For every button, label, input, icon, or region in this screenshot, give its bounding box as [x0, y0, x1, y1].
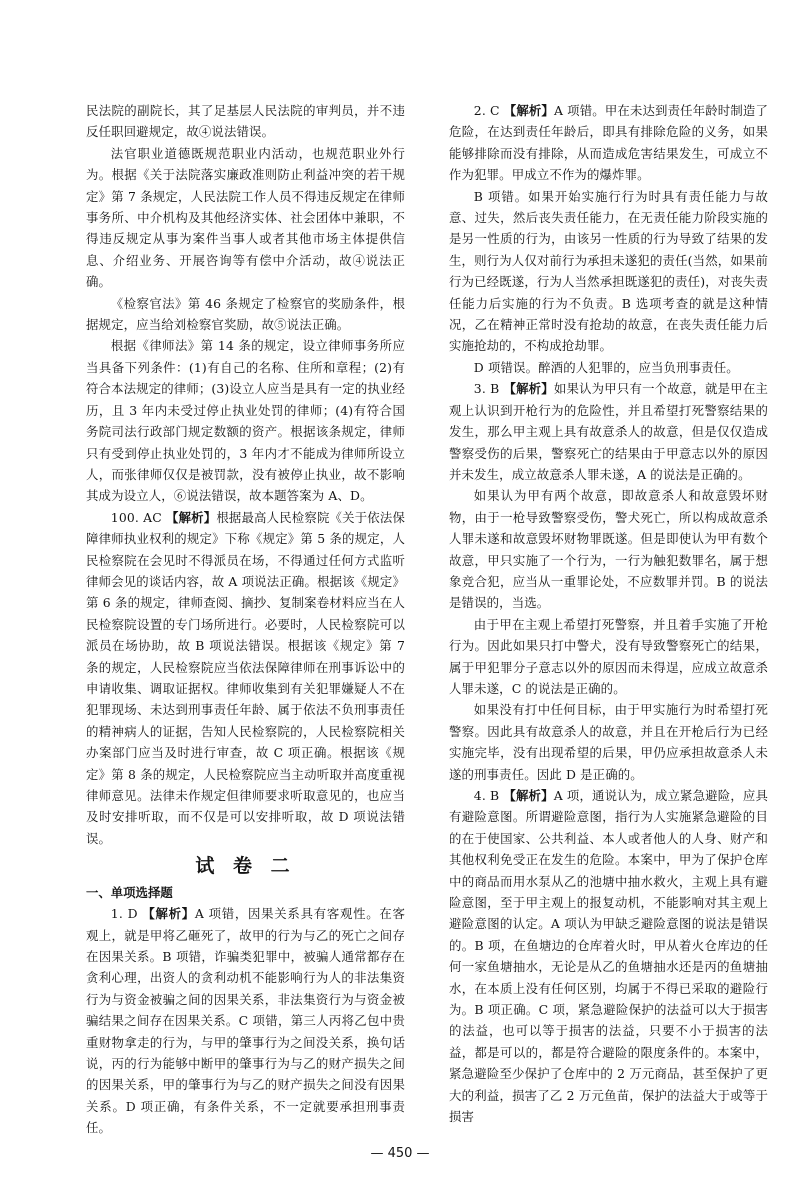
paragraph: 民法院的副院长，其了足基层人民法院的审判员，并不违反任职回避规定，故④说法错误。 [86, 103, 405, 140]
left-column [86, 100, 405, 1139]
answer-2 [449, 100, 768, 186]
analysis-tag: 【解析】 [503, 103, 554, 118]
answer-text: A 项错。甲在未达到责任年龄时制造了危险，在达到责任年龄后，即具有排除危险的义务，如果能够排除而没有排除，从而造成危害结果发生，可成立不作为犯罪。甲成立不作为的爆炸罪。 [449, 103, 769, 183]
paragraph: B 项错。如果开始实施行行为时具有责任能力与故意、过失，然后丧失责任能力，在无责任能力阶段实施的是另一性质的行为，由该另一性质的行为导致了结果的发生，则行为人仅对前行为承担未遂犯的责任(当然，如果前行为已经既遂，行为人当然承担既遂犯的责任)，对丧失责任能力后实施的行为不负责。B 选项考查的就是这种情况，乙在精神正常时没有抢劫的故意，在丧失责任能力后实施抢劫的，不构成抢劫罪。 [449, 188, 768, 354]
paragraph: 如果没有打中任何目标，由于甲实施行为时希望打死警察。因此具有故意杀人的故意，并且在开枪后行为已经实施完毕，没有出现希望的后果，甲仍应承担故意杀人未遂的刑事责任。因此 D 是正确的。 [449, 702, 768, 782]
paragraph: D 项错误。醉酒的人犯罪的，应当负刑事责任。 [473, 359, 739, 375]
question-number: 3. B [473, 381, 500, 397]
answer-1 [86, 903, 405, 1138]
question-number: 1. D [110, 906, 138, 922]
section-title: 试 卷 二 [195, 855, 296, 878]
answer-text: A 项，通说认为，成立紧急避险，应具有避险意图。所谓避险意图，指行为人实施紧急避险的目的在于使国家、公共利益、本人或者他人的人身、财产和其他权利免受正在发生的危险。本案中，甲为了保护仓库中的商品而用水泵从乙的池塘中抽水救火，主观上具有避险意图，至于甲主观上的报复动机，不能影响对其主观上避险意图的认定。A 项认为甲缺乏避险意图的说法是错误的。B 项，在鱼塘边的仓库着火时，甲从着火仓库边的任何一家鱼塘抽水，无论是从乙的鱼塘抽水还是丙的鱼塘抽水，在本质上没有任何区别，均属于不得已采取的避险行为。B 项正确。C 项，紧急避险保护的法益可以大于损害的法益，也可以等于损害的法益，只要不小于损害的法益，都是可以的，都是符合避险的限度条件的。本案中，紧急避险至少保护了仓库中的 2 万元商品，甚至保护了更大的利益，损害了乙 2 万元鱼苗，保护的法益大于或等于损害 [449, 788, 768, 1125]
right-column [449, 100, 768, 1128]
paragraph: 法官职业道德既规范职业内活动，也规范职业外行为。根据《关于法院落实廉政准则防止利益冲突的若干规定》第 7 条规定，人民法院工作人员不得违反规定在律师事务所、中介机构及其他经济实体、社会团体中兼职，不得违反规定从事为案件当事人或者其他市场主体提供信息、介绍业务、开展咨询等有偿中介活动，故④说法正确。 [86, 145, 405, 290]
paragraph: 《检察官法》第 46 条规定了检察官的奖励条件，根据规定，应当给刘检察官奖励，故⑤说法正确。 [86, 295, 405, 333]
answer-100 [86, 507, 405, 850]
question-number: 100. AC [110, 509, 162, 525]
answer-text: A 项错，因果关系具有客观性。在客观上，就是甲将乙砸死了，故甲的行为与乙的死亡之间存在因果关系。B 项错，诈骗类犯罪中，被骗人通常都存在贪利心理，出资人的贪利动机不能影响行为人的非法集资行为与资金被骗之间的因果关系，非法集资行为与资金被骗结果之间存在因果关系。C 项错，第三人丙将乙包中贵重财物拿走的行为，与甲的肇事行为之间没关系，换句话说，丙的行为能够中断甲的肇事行为与乙的财产损失之间的因果关系，甲的肇事行为与乙的财产损失之间没有因果关系。D 项正确，有条件关系，不一定就要承担刑事责任。 [86, 906, 406, 1136]
subsection-heading: 一、单项选择题 [86, 885, 173, 901]
answer-text: 如果认为甲只有一个故意，就是甲在主观上认识到开枪行为的危险性，并且希望打死警察结果的发生，那么甲主观上具有故意杀人的故意，但是仅仅造成警察受伤的后果，警察死亡的结果由于甲意志以外的原因并未发生，成立故意杀人罪未遂，A 的说法是正确的。 [449, 381, 769, 482]
paragraph: 由于甲在主观上希望打死警察，并且着手实施了开枪行为。因此如果只打中警犬，没有导致警察死亡的结果，属于甲犯罪分子意志以外的原因而未得逞，应成立故意杀人罪未遂，C 的说法是正确的。 [449, 616, 768, 696]
page-number: — 450 — [370, 1146, 430, 1161]
analysis-tag: 【解析】 [142, 906, 195, 922]
answer-3 [449, 378, 768, 485]
paragraph: 根据《律师法》第 14 条的规定，设立律师事务所应当具备下列条件：(1)有自己的名称、住所和章程；(2)有符合本法规定的律师；(3)设立人应当是具有一定的执业经历，且 3 年内未受过停止执业处罚的律师；(4)有符合国务院司法行政部门规定数额的资产。根据该条规定，律师只有受到停止执业处罚的，3 年内才不能成为律师所设立人，而张律师仅仅是被罚款，没有被停止执业，故不影响其成为设立人，⑥说法错误，故本题答案为 A、D。 [86, 338, 405, 504]
question-number: 4. B [473, 788, 500, 803]
analysis-tag: 【解析】 [165, 509, 217, 525]
answer-text: 根据最高人民检察院《关于依法保障律师执业权利的规定》下称《规定》第 5 条的规定，人民检察院在会见时不得派员在场，不得通过任何方式监听律师会见的谈话内容，故 A 项说法正确。根据该《规定》第 6 条的规定，律师查阅、摘抄、复制案卷材料应当在人民检察院设置的专门场所进行。必要时，人民检察院可以派员在场协助，故 B 项说法错误。根据该《规定》第 7 条的规定，人民检察院应当依法保障律师在刑事诉讼中的申请收集、调取证据权。律师收集到有关犯罪嫌疑人不在犯罪现场、未达到刑事责任年龄、属于依法不负刑事责任的精神病人的证据，告知人民检察院的，人民检察院相关办案部门应当及时进行审查，故 C 项正确。根据该《规定》第 8 条的规定，人民检察院应当主动听取并高度重视律师意见。法律未作规定但律师要求听取意见的，也应当及时安排听取，而不仅是可以安排听取，故 D 项说法错误。 [86, 509, 405, 846]
answer-4 [449, 785, 768, 1128]
paragraph: 如果认为甲有两个故意，即故意杀人和故意毁坏财物，由于一枪导致警察受伤，警犬死亡，所以构成故意杀人罪未遂和故意毁坏财物罪既遂。但是即使认为甲有数个故意，甲只实施了一个行为，一行为触犯数罪名，属于想象竞合犯，应当从一重罪论处，不应数罪并罚。B 的说法是错误的，当选。 [449, 488, 768, 611]
question-number: 2. C [473, 103, 500, 118]
analysis-tag: 【解析】 [503, 788, 554, 803]
analysis-tag: 【解析】 [503, 381, 554, 397]
